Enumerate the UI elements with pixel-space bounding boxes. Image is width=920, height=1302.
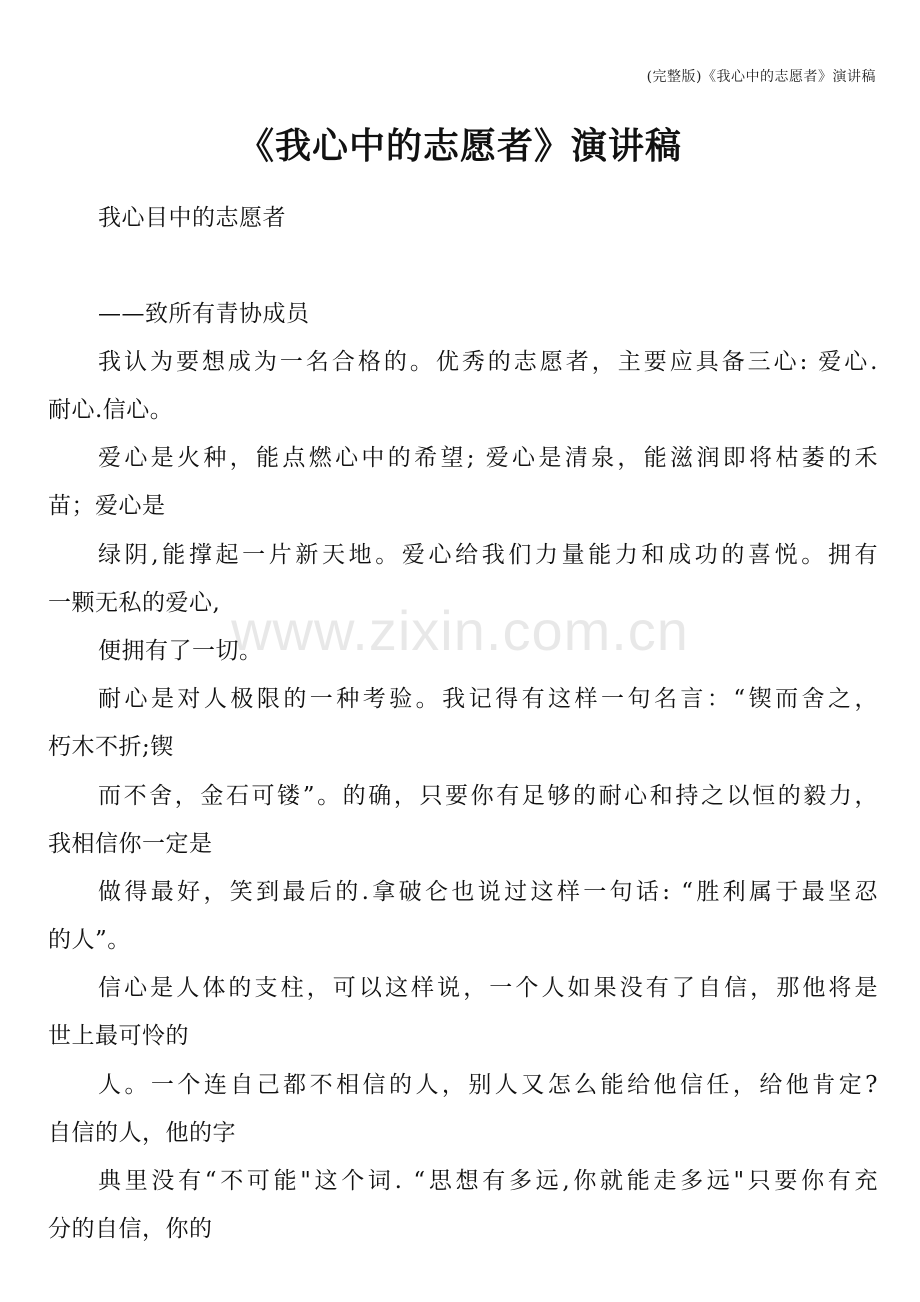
body-line: 我认为要想成为一名合格的。优秀的志愿者，主要应具备三心: 爱心. (98, 349, 878, 375)
body-line: 我心目中的志愿者 (98, 205, 286, 231)
body-line: 爱心是火种，能点燃心中的希望; 爱心是清泉，能滋润即将枯萎的禾 (98, 445, 878, 471)
body-line: ——致所有青协成员 (98, 301, 310, 327)
header-note: (完整版)《我心中的志愿者》演讲稿 (646, 69, 876, 85)
body-line: 做得最好，笑到最后的.拿破仑也说过这样一句话: “胜利属于最坚忍 (98, 879, 878, 905)
body-line: 的人”。 (48, 927, 131, 953)
body-line: 朽木不折;锲 (48, 734, 174, 760)
body-line: 耐心是对人极限的一种考验。我记得有这样一句名言：“锲而舍之， (98, 686, 878, 712)
body-line: 世上最可怜的 (48, 1023, 189, 1049)
body-line: 绿阴,能撑起一片新天地。爱心给我们力量能力和成功的喜悦。拥有 (98, 542, 878, 568)
body-line: 典里没有“不可能"这个词. “思想有多远,你就能走多远"只要你有充 (98, 1168, 878, 1194)
body-line: 苗；爱心是 (48, 493, 166, 519)
body-line: 信心是人体的支柱，可以这样说，一个人如果没有了自信，那他将是 (98, 975, 878, 1001)
page-title: 《我心中的志愿者》演讲稿 (237, 126, 682, 167)
body-line: 自信的人，他的字 (48, 1120, 236, 1146)
body-line: 人。一个连自己都不相信的人，别人又怎么能给他信任，给他肯定? (98, 1072, 878, 1098)
body-line: 一颗无私的爱心, (48, 590, 221, 616)
body-line: 耐心.信心。 (48, 397, 174, 423)
watermark: www.zixin.com.cn (231, 599, 689, 662)
body-line: 而不舍，金石可镂”。的确，只要你有足够的耐心和持之以恒的毅力， (98, 783, 878, 809)
body-line: 便拥有了一切。 (98, 638, 263, 664)
body-line: 分的自信，你的 (48, 1216, 213, 1242)
body-line: 我相信你一定是 (48, 831, 213, 857)
